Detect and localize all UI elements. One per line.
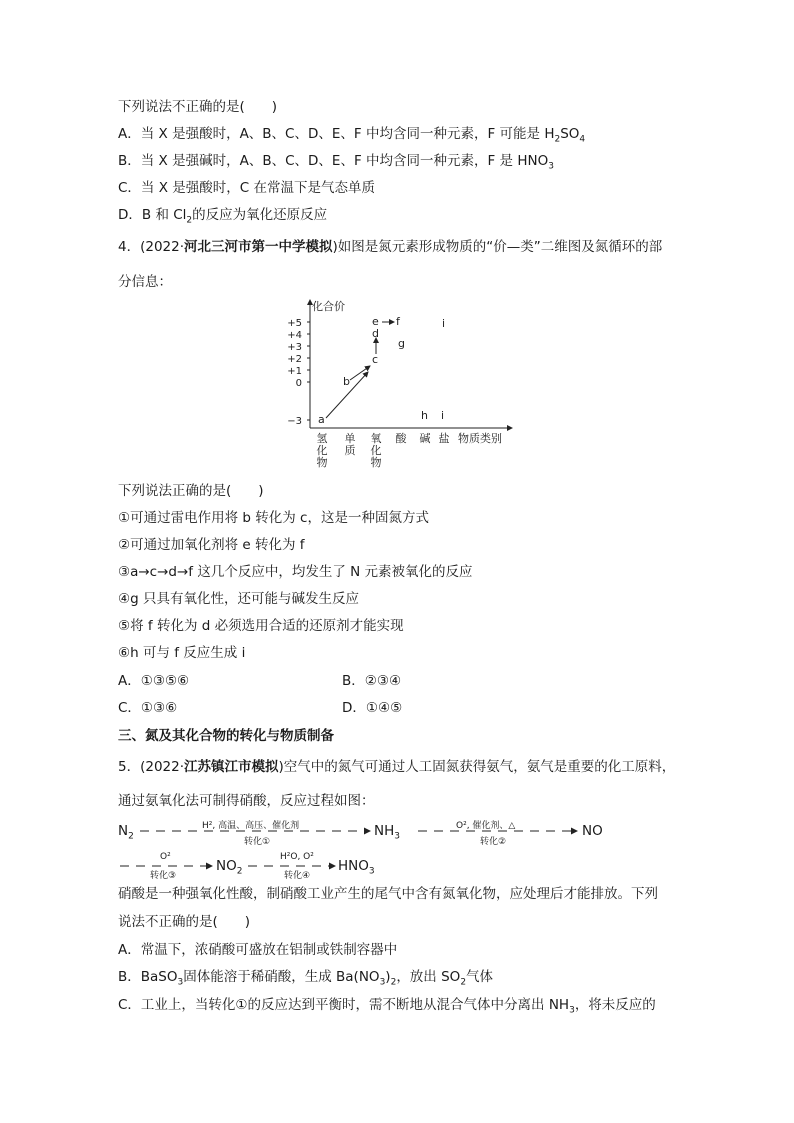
q5-stem: 5．(2022·江苏镇江市模拟)空气中的氮气可通过人工固氮获得氨气，氨气是重要的化工原料， xyxy=(118,759,676,775)
q4-item-4: ④g 只具有氧化性，还可能与碱发生反应 xyxy=(118,591,359,607)
point-g: g xyxy=(398,337,405,350)
q3-prompt: 下列说法不正确的是( ) xyxy=(118,99,278,115)
point-d: d xyxy=(372,327,379,340)
q4-option-b[interactable]: B．②③④ xyxy=(342,673,402,689)
valence-class-diagram xyxy=(270,296,520,472)
q3-option-d[interactable]: D．B 和 $Cl_2$的反应为氧化还原反应 xyxy=(118,207,328,226)
species-no2: $NO_2$ xyxy=(216,858,243,877)
label-2-bottom: 转化② xyxy=(480,837,507,847)
q4-option-c[interactable]: C．①③⑥ xyxy=(118,700,178,716)
x-cat-hydride: 氢化物 xyxy=(316,432,328,469)
q3-option-b[interactable]: B．当 X 是强碱时，A、B、C、D、E、F 中均含同一种元素，F 是 $HNO_3$ xyxy=(118,153,554,172)
q4-prompt: 下列说法正确的是( ) xyxy=(118,483,264,499)
y-tick-plus3: +3 xyxy=(287,342,302,353)
q5-para-line1: 硝酸是一种强氧化性酸，制硝酸工业产生的尾气中含有氮氧化物，应处理后才能排放。下列 xyxy=(118,886,658,902)
species-no: NO xyxy=(582,823,603,839)
y-tick-minus3: −3 xyxy=(287,416,302,427)
q5-option-b[interactable]: B．BaSO$_3$固体能溶于稀硝酸，生成 $Ba(NO_3)_2$，放出 $SO_2$气体 xyxy=(118,969,494,988)
point-e: e xyxy=(372,315,379,328)
species-nh3: $NH_3$ xyxy=(374,823,400,842)
label-4-bottom: 转化④ xyxy=(284,871,311,881)
section-title: 三、氮及其化合物的转化与物质制备 xyxy=(118,728,334,744)
q4-option-d[interactable]: D．①④⑤ xyxy=(342,700,403,716)
label-1-top: H², 高温、高压、催化剂 xyxy=(202,821,300,831)
x-cat-salt: 盐 xyxy=(438,432,450,445)
q5-stem-line2: 通过氨氧化法可制得硝酸，反应过程如图： xyxy=(118,793,375,809)
q4-stem-line2: 分信息： xyxy=(118,274,172,290)
q5-option-a[interactable]: A．常温下，浓硝酸可盛放在铝制或铁制容器中 xyxy=(118,942,398,958)
label-4-top: H²O, O² xyxy=(280,852,314,862)
label-2-top: O², 催化剂、△ xyxy=(456,821,516,831)
point-f: f xyxy=(396,315,400,328)
x-cat-base: 碱 xyxy=(419,432,431,445)
species-n2: $N_2$ xyxy=(118,823,134,842)
label-1-bottom: 转化① xyxy=(244,837,271,847)
q4-item-2: ②可通过加氧化剂将 e 转化为 f xyxy=(118,537,305,553)
x-cat-oxide: 氧化物 xyxy=(370,432,382,469)
y-tick-plus1: +1 xyxy=(287,366,302,377)
species-hno3: $HNO_3$ xyxy=(338,858,375,877)
point-a: a xyxy=(318,413,325,426)
x-cat-acid: 酸 xyxy=(395,432,407,445)
x-axis-title: 物质类别 xyxy=(458,432,502,445)
q4-option-a[interactable]: A．①③⑤⑥ xyxy=(118,673,190,689)
point-b: b xyxy=(343,375,350,388)
x-cat-element: 单质 xyxy=(344,432,356,457)
point-i-bottom: i xyxy=(441,409,445,422)
point-h: h xyxy=(421,409,428,422)
point-i-top: i xyxy=(442,317,446,330)
y-tick-plus2: +2 xyxy=(287,354,302,365)
q3-option-c[interactable]: C．当 X 是强酸时，C 在常温下是气态单质 xyxy=(118,180,375,196)
q4-stem: 4．(2022·河北三河市第一中学模拟)如图是氮元素形成物质的“价—类”二维图及氮循环的部 xyxy=(118,239,663,255)
y-tick-zero: 0 xyxy=(295,378,302,389)
y-tick-plus4: +4 xyxy=(287,330,302,341)
q5-option-c[interactable]: C．工业上，当转化①的反应达到平衡时，需不断地从混合气体中分离出 $NH_3$，将未反应的 xyxy=(118,997,656,1016)
y-tick-plus5: +5 xyxy=(287,318,302,329)
q5-para-line2: 说法不正确的是( ) xyxy=(118,914,251,930)
q3-option-a[interactable]: A．当 X 是强酸时，A、B、C、D、E、F 中均含同一种元素，F 可能是 $H_2SO_4$ xyxy=(118,126,586,145)
q4-item-3: ③a→c→d→f 这几个反应中，均发生了 N 元素被氧化的反应 xyxy=(118,564,473,580)
q4-item-1: ①可通过雷电作用将 b 转化为 c，这是一种固氮方式 xyxy=(118,510,429,526)
q4-item-6: ⑥h 可与 f 反应生成 i xyxy=(118,645,246,661)
label-3-top: O² xyxy=(160,852,171,862)
point-c: c xyxy=(372,353,379,366)
y-axis-title: 化合价 xyxy=(312,300,345,313)
label-3-bottom: 转化③ xyxy=(150,871,177,881)
q4-item-5: ⑤将 f 转化为 d 必须选用合适的还原剂才能实现 xyxy=(118,618,404,634)
